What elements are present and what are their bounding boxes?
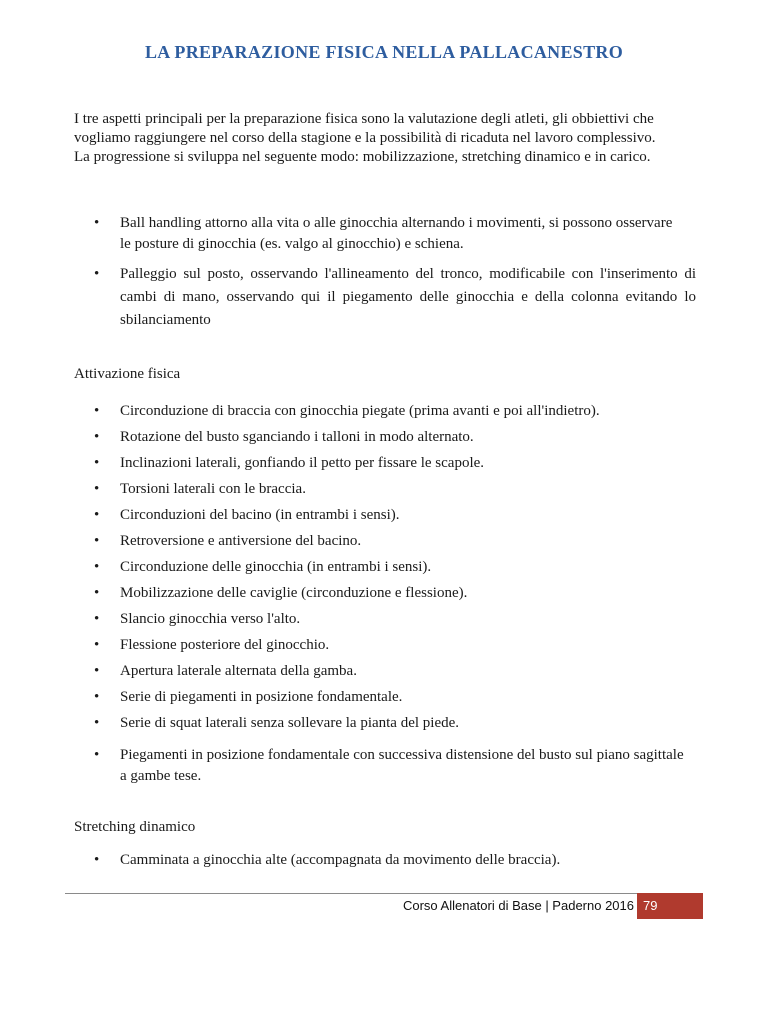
list-item-line: Palleggio sul posto, osservando l'allineamento del tronco, modificabile con l'inserimento di — [120, 266, 696, 282]
list-item-text: Flessione posteriore del ginocchio. — [120, 637, 330, 653]
list-item — [74, 554, 696, 580]
list-item — [74, 263, 696, 332]
bullet-icon: • — [94, 559, 100, 575]
bullet-icon: • — [94, 455, 100, 471]
list-item — [74, 710, 696, 736]
list-item-text: Torsioni laterali con le braccia. — [120, 481, 306, 497]
list-item — [74, 502, 696, 528]
list-item — [74, 476, 696, 502]
intro-line: vogliamo raggiungere nel corso della stagione e la possibilità di ricaduta nel lavoro complessivo. — [74, 130, 656, 146]
bullet-icon: • — [94, 266, 100, 282]
section-heading-stretching: Stretching dinamico — [74, 819, 196, 835]
list-item-line: Ball handling attorno alla vita o alle ginocchia alternando i movimenti, si possono osservare — [120, 215, 673, 231]
section-heading-attivazione: Attivazione fisica — [74, 366, 181, 382]
list-item — [74, 528, 696, 554]
bullet-icon: • — [94, 663, 100, 679]
bullet-icon: • — [94, 403, 100, 419]
list-item-text: Circonduzione delle ginocchia (in entrambi i sensi). — [120, 559, 432, 575]
bullet-icon: • — [94, 429, 100, 445]
list-item — [74, 424, 696, 450]
list-item — [74, 658, 696, 684]
bullet-list-handling — [74, 213, 696, 332]
intro-line: La progressione si sviluppa nel seguente modo: mobilizzazione, stretching dinamico e in carico. — [74, 149, 651, 165]
bullet-icon: • — [94, 533, 100, 549]
bullet-list-stretching — [74, 851, 696, 870]
bullet-icon: • — [94, 481, 100, 497]
list-item-text: Inclinazioni laterali, gonfiando il petto per fissare le scapole. — [120, 455, 485, 471]
bullet-list-attivazione — [74, 398, 696, 787]
list-item — [74, 580, 696, 606]
footer-course-label: Corso Allenatori di Base | Paderno 2016 — [402, 898, 634, 913]
list-item-text: Mobilizzazione delle caviglie (circonduzione e flessione). — [120, 585, 468, 601]
bullet-icon: • — [94, 715, 100, 731]
bullet-icon: • — [94, 689, 100, 705]
list-item-text: Serie di squat laterali senza sollevare la pianta del piede. — [120, 715, 460, 731]
bullet-icon: • — [94, 585, 100, 601]
page-title: LA PREPARAZIONE FISICA NELLA PALLACANESTRO — [144, 42, 623, 62]
intro-line: I tre aspetti principali per la preparazione fisica sono la valutazione degli atleti, gli obbiettivi che — [74, 111, 654, 127]
list-item — [74, 398, 696, 424]
list-item — [74, 684, 696, 710]
list-item — [74, 851, 696, 870]
bullet-icon: • — [94, 215, 100, 231]
list-item-line: a gambe tese. — [120, 768, 202, 784]
list-item-line: cambi di mano, osservando qui il piegamento delle ginocchia e della colonna evitando lo — [120, 289, 696, 305]
bullet-icon: • — [94, 611, 100, 627]
intro-paragraph — [74, 110, 704, 167]
bullet-icon: • — [94, 637, 100, 653]
list-item — [74, 213, 696, 255]
list-item — [74, 450, 696, 476]
bullet-icon: • — [94, 852, 100, 868]
list-item-line: le posture di ginocchia (es. valgo al ginocchio) e schiena. — [120, 236, 464, 252]
list-item — [74, 632, 696, 658]
footer-divider — [65, 893, 637, 894]
list-item-text: Slancio ginocchia verso l'alto. — [120, 611, 301, 627]
list-item-text: Apertura laterale alternata della gamba. — [120, 663, 357, 679]
page-number: 79 — [643, 898, 658, 913]
list-item-text: Rotazione del busto sganciando i talloni in modo alternato. — [120, 429, 474, 445]
page-number-badge — [637, 893, 703, 919]
list-item — [74, 745, 696, 787]
list-item-text: Serie di piegamenti in posizione fondamentale. — [120, 689, 403, 705]
bullet-icon: • — [94, 507, 100, 523]
list-item-line: Piegamenti in posizione fondamentale con successiva distensione del busto sul piano sagittale — [120, 747, 684, 763]
list-item-line: sbilanciamento — [120, 312, 211, 328]
bullet-icon: • — [94, 747, 100, 763]
list-item-text: Circonduzioni del bacino (in entrambi i sensi). — [120, 507, 400, 523]
list-item-text: Circonduzione di braccia con ginocchia piegate (prima avanti e poi all'indietro). — [120, 403, 600, 419]
list-item-text: Retroversione e antiversione del bacino. — [120, 533, 362, 549]
list-item — [74, 606, 696, 632]
list-item-text: Camminata a ginocchia alte (accompagnata da movimento delle braccia). — [120, 852, 561, 868]
